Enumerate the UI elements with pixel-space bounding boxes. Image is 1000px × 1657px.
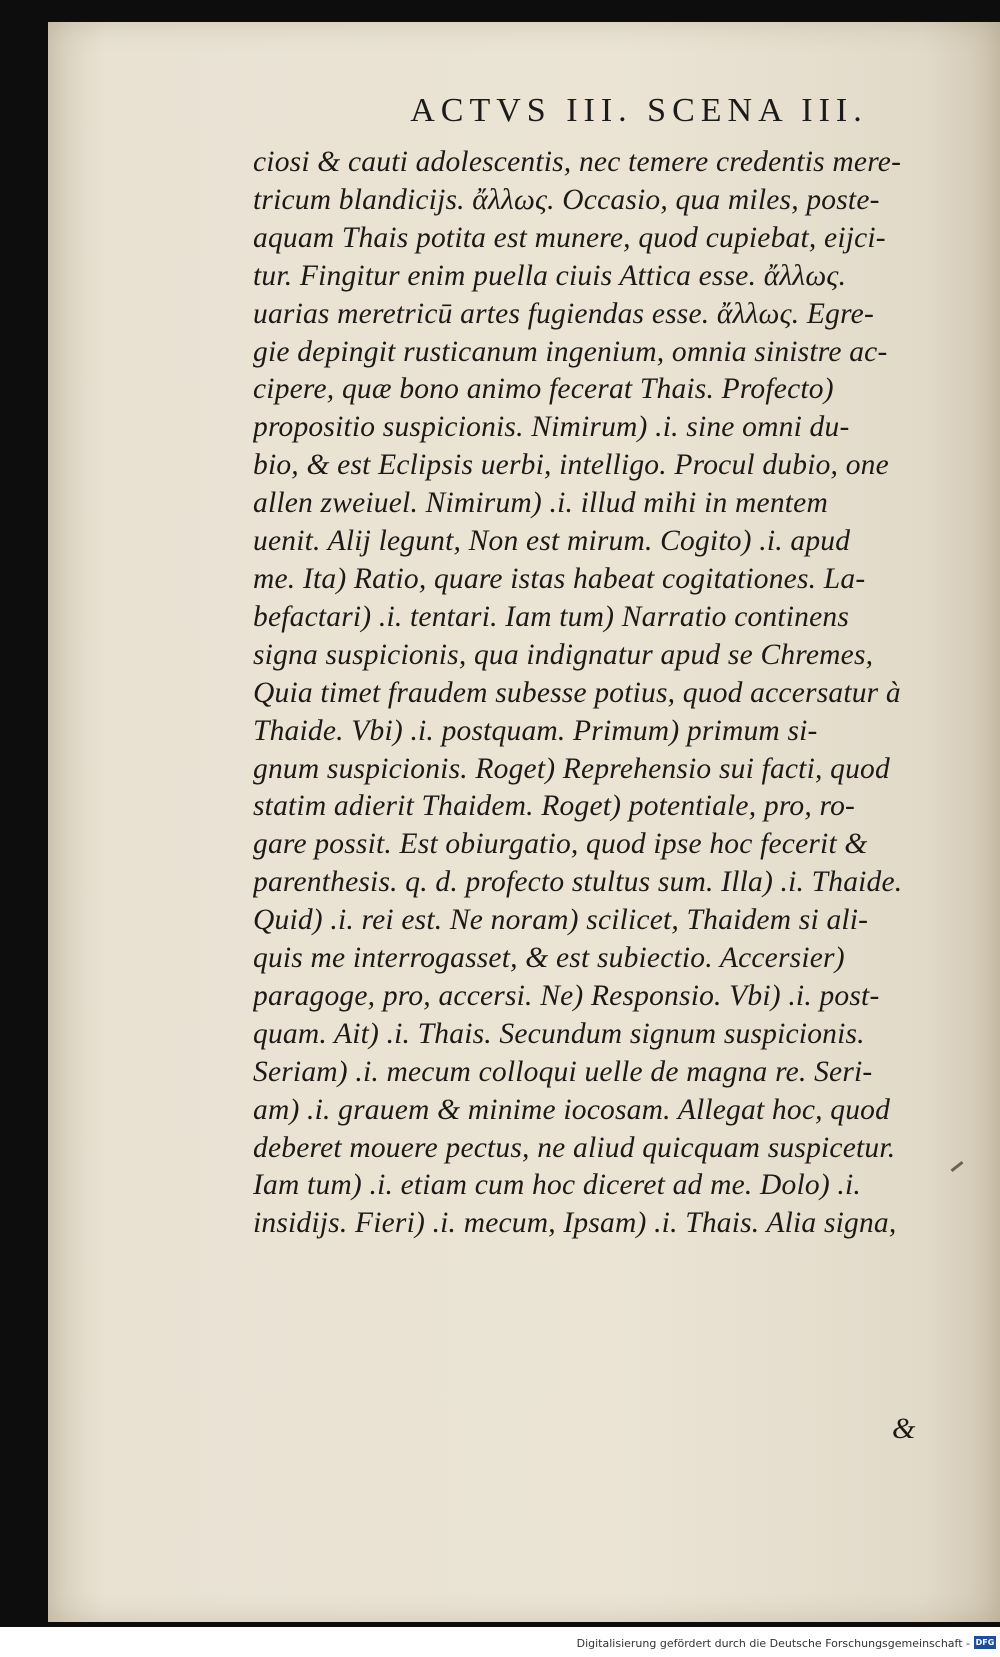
- text-line: propositio suspicionis. Nimirum) .i. sine omni du-: [253, 411, 850, 444]
- text-line: am) .i. grauem & minime iocosam. Allegat hoc, quod: [253, 1093, 891, 1126]
- body-text: [253, 144, 953, 1243]
- text-line: allen zweiuel. Nimirum) .i. illud mihi in mentem: [253, 487, 828, 520]
- text-line: gare possit. Est obiurgatio, quod ipse hoc fecerit &: [253, 828, 868, 861]
- text-line: gnum suspicionis. Roget) Reprehensio sui facti, quod: [253, 752, 890, 785]
- text-line: Iam tum) .i. etiam cum hoc diceret ad me. Dolo) .i.: [253, 1169, 861, 1202]
- text-line: bio, & est Eclipsis uerbi, intelligo. Procul dubio, one: [253, 449, 889, 482]
- text-line: Thaide. Vbi) .i. postquam. Primum) primum si-: [253, 714, 818, 747]
- text-line: uenit. Alij legunt, Non est mirum. Cogito) .i. apud: [253, 525, 851, 558]
- text-line: aquam Thais potita est munere, quod cupiebat, eijci-: [253, 221, 886, 254]
- text-line: me. Ita) Ratio, quare istas habeat cogitationes. La-: [253, 562, 866, 595]
- text-line: quam. Ait) .i. Thais. Secundum signum suspicionis.: [253, 1017, 865, 1050]
- text-line: gie depingit rusticanum ingenium, omnia sinistre ac-: [253, 335, 888, 368]
- text-line: Seriam) .i. mecum colloqui uelle de magna re. Seri-: [253, 1055, 873, 1088]
- catchword: &: [892, 1412, 916, 1445]
- text-line: befactari) .i. tentari. Iam tum) Narratio continens: [253, 600, 850, 633]
- text-line: Quid) .i. rei est. Ne noram) scilicet, Thaidem si ali-: [253, 904, 869, 937]
- text-line: quis me interrogasset, & est subiectio. Accersier): [253, 942, 845, 975]
- footer-credit: Digitalisierung gefördert durch die Deutsche Forschungsgemeinschaft -: [576, 1637, 970, 1650]
- text-line: tur. Fingitur enim puella ciuis Attica esse. ἄλλως.: [253, 259, 847, 292]
- text-line: Quia timet fraudem subesse potius, quod accersatur à: [253, 676, 901, 709]
- text-line: uarias meretricū artes fugiendas esse. ἄλλως. Egre-: [253, 297, 874, 330]
- dfg-logo: DFG: [975, 1638, 995, 1647]
- text-line: parenthesis. q. d. profecto stultus sum. Illa) .i. Thaide.: [253, 866, 903, 899]
- text-line: deberet mouere pectus, ne aliud quicquam suspicetur.: [253, 1131, 896, 1164]
- text-line: statim adierit Thaidem. Roget) potentiale, pro, ro-: [253, 790, 856, 823]
- book-page: [48, 22, 1000, 1622]
- text-line: insidijs. Fieri) .i. mecum, Ipsam) .i. Thais. Alia signa,: [253, 1207, 897, 1240]
- text-line: cipere, quæ bono animo fecerat Thais. Profecto): [253, 373, 834, 406]
- text-line: paragoge, pro, accersi. Ne) Responsio. Vbi) .i. post-: [253, 979, 880, 1012]
- text-line: tricum blandicijs. ἄλλως. Occasio, qua miles, poste-: [253, 183, 880, 216]
- text-line: ciosi & cauti adolescentis, nec temere credentis mere-: [253, 146, 902, 178]
- text-line: signa suspicionis, qua indignatur apud se Chremes,: [253, 638, 874, 671]
- running-head: ACTVS III. SCENA III.: [410, 92, 868, 129]
